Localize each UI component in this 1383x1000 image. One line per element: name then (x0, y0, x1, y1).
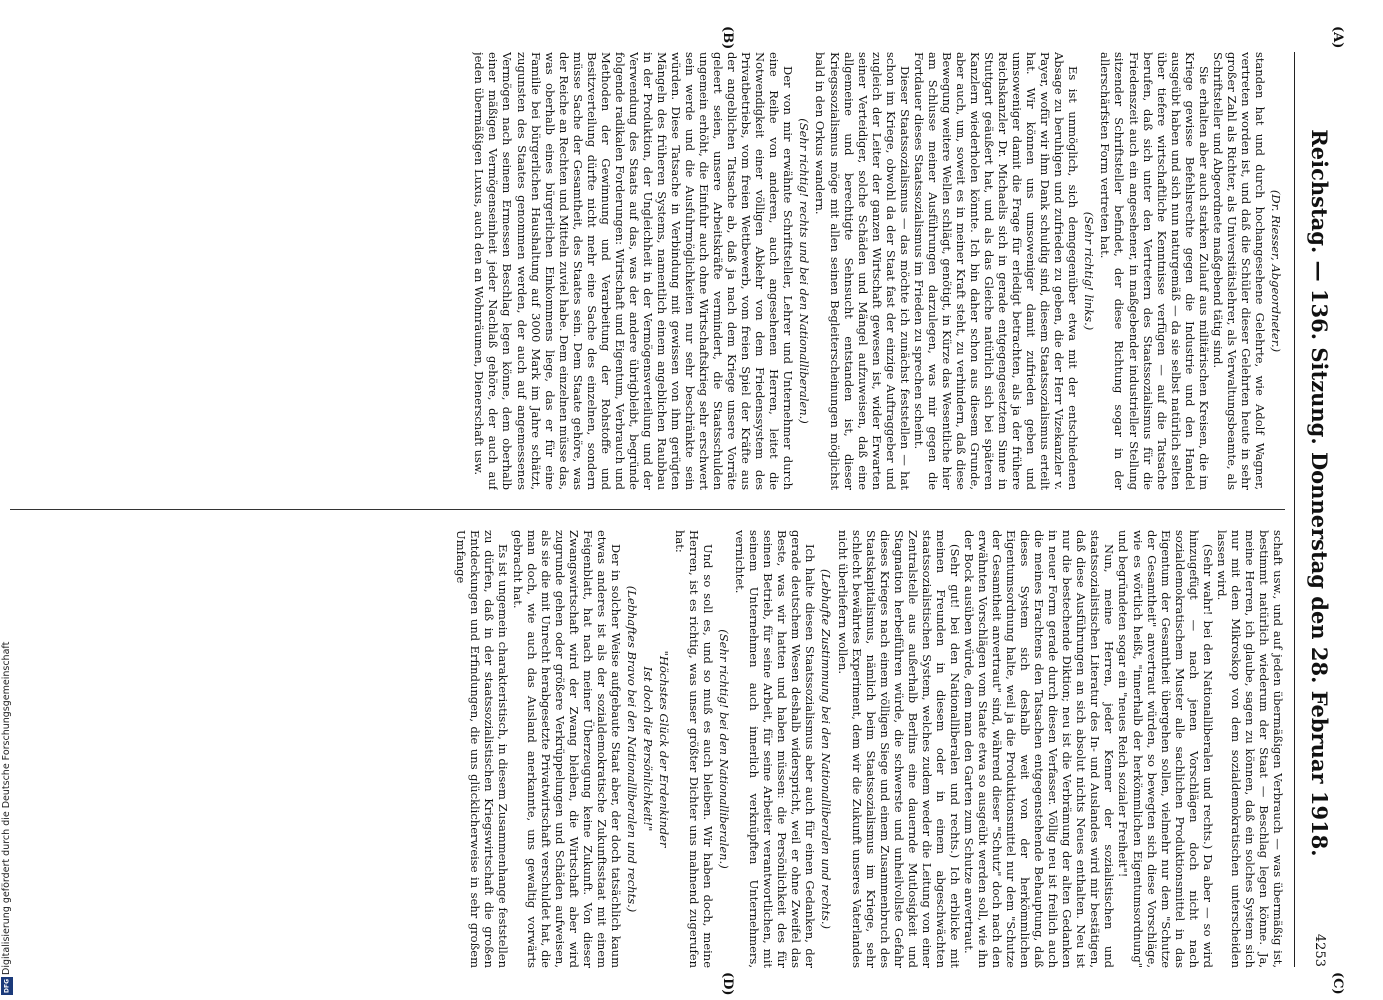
paragraph: (Sehr wahr! bei den Nationalliberalen und rechts.) Da aber — so wird hinzugefügt — nach jenen Vorschlägen doch nicht nach sozialdemokratischem Muster alle sachlichen Produktionsmittel in das Eigentum der Gesamtheit übergehen sollen, vielmehr nur dem "Schutze der Gesamtheit" anvertraut würden, so bewegten sich diese Vorschläge, wie es wörtlich heißt, "innerhalb der herkömmlichen Eigentumsordnung" und begründeten sogar ein "neues Reich sozialer Freiheit"! (1116, 530, 1215, 968)
footer-credit: Digitalisierung gefördert durch die Deutsche Forschungsgemeinschaft (1, 641, 12, 975)
interjection: (Sehr richtig! rechts und bei den Nationalliberalen.) (797, 118, 812, 424)
page-title: Reichstag. — 136. Sitzung. Donnerstag den 28. Februar 1918. (1307, 129, 1333, 857)
interjection: (Sehr richtig! bei den Nationalliberalen.) (717, 629, 732, 869)
paragraph: Der von mir erwähnte Schriftsteller, Lehrer und Unternehmer durch eine Reihe von anderen, auch angesehenen Herren, leitet die Notwendigkeit einer völligen Abkehr von dem Friedenssystem des Privatbetriebs, vom freien Wettbewerb, vom freien Spiel der Kräfte aus der angeblichen Tatsache ab, daß ja nach dem Kriege unsere Vorräte geleert seien, unsere Arbeitskräfte vermindert, die Staatsschulden ungemein erhöht, die Einfuhr auch ohne Wirtschaftskrieg sehr erschwert sein werde und die Ausfuhrmöglichkeiten nur sehr beschränkte sein würden. Diese Tatsache in Verbindung mit gewissen von ihm gerügten Mängeln des früheren Systems, namentlich einem angeblichen Raubbau in der Produktion, der Ungleichheit in der Vermögensverteilung und der Verwendung des Staats auf das, was der andere übrigbleibt, begründe folgende radikalen Forderungen: Wirtschaft und Eigentum, Verbrauch und Methoden der Gewinnung und Verarbeitung der Rohstoffe und Besitzverteilung dürfte nicht mehr eine Sache des einzelnen, sondern müsse Sache der Gesamtheit, des Staates sein. Dem Staate gehöre, was der Reiche an Rechten und Mitteln zuviel habe. Dem einzelnen müsse das, was oberhalb eines bürgerlichen Einkommens liege, das er für eine Familie bei bürgerlichen Haushaltung auf 3000 Mark im Jahre schätzt, zugunsten des Staates genommen werden, der auch auf angemessenes Vermögen nach seinem Ermessen Beschlag legen könne, dem oberhalb einer mäßigen Vermögenseinheit jeder Nachlaß gehöre, der auch auf jeden übermäßigen Luxus, auch den an Wohnräumen, Dienerschaft usw. (472, 52, 796, 490)
interjection: (Lebhafte Zustimmung bei den Nationalliberalen und rechts.) (819, 568, 834, 929)
column-divider (10, 509, 1285, 510)
paragraph: Es ist unmöglich, sich demgegenüber etwa mit der entschiedenen Absage zu beruhigen und zufrieden zu geben, die der Herr Vizekanzler v. Payer, wofür wir ihm Dank schuldig sind, diesem Staatssozialismus erteilt hat. Wir können uns umsoweniger damit zufrieden geben und umsoweniger damit die Frage für erledigt betrachten, als ja der frühere Reichskanzler Dr. Michaelis sich in gerade entgegengesetztem Sinne in Stuttgart geäußert hat, und als das Gleiche natürlich sich bei späteren Kanzlern wiederholen könnte. Ich bin daher schon aus diesem Grunde, aber auch, um, soweit es in meiner Kraft steht, zu verhindern, daß diese Bewegung weitere Wellen schlägt, genötigt, in Kürze das Wesentliche hier am Schlusse meiner Ausführungen darzulegen, was mir gegen die Fortdauer dieses Staatssozialismus im Frieden zu sprechen scheint. (911, 52, 1081, 490)
paragraph: Sie erhalten aber auch starken Zulauf aus militärischen Kreisen, die im Kriege gewisse Befehlsrechte gegen die Industrie und den Handel ausgeübt haben und sich nun naturgemäß — da sie selbst natürlich selten über tiefere wirtschaftliche Kenntnisse verfügen — auf die Tatsache berufen, daß sich unter den Vertretern des Staatssozialismus für die Friedenszeit auch ein angesehener, in maßgebender industrieller Stellung sitzender Schriftsteller befindet, der diese Richtung sogar in der allerschärfsten Form vertreten hat. (1098, 52, 1211, 490)
dfg-logo: DFG (1, 977, 13, 995)
margin-marker-b: (B) (720, 26, 735, 50)
paragraph: Es ist ungemein charakteristisch, in diesem Zusammenhange feststellen zu dürfen, daß in der staatssozialistischen Kriegswirtschaft die großen Entdeckungen und Erfindungen, die uns glücklicherweise in sehr großem Umfange (454, 530, 511, 968)
paragraph: Der in solcher Weise aufgebaute Staat aber, der doch tatsächlich kaum etwas anderes ist als der sozialdemokratische Zukunftsstaat mit einem Feigenblatt, hat nach meiner Überzeugung keine Zukunft. Von dieser Zwangswirtschaft wird der Zwang bleiben, die Wirtschaft aber wird zugrunde gehen oder größere Verkrüppelungen und Schäden aufweisen, als sie die mit Unrecht herabgesetzte Privatwirtschaft verschuldet hat, die man doch, wie auch das Ausland anerkannte, uns gewaltig vorwärts gebracht hat. (510, 530, 623, 968)
quote-line: "Höchstes Glück der Erdenkinder (656, 650, 671, 848)
interjection: (Sehr richtig! links.) (1082, 211, 1097, 331)
left-text-column (5, 52, 1285, 490)
page-number: 4253 (1312, 933, 1328, 967)
paragraph: Und so soll es, und so muß es auch bleiben. Wir haben doch, meine Herren, ist es richtig, was unser größter Dichter uns mahnend zugerufen hat: (673, 530, 716, 968)
paragraph: schaft usw., und auf jeden übermäßigen Verbrauch — was übermäßig ist, bestimmt natürlich wiederum der Staat — Beschlag legen könne. Ja, meine Herren, ich glaube, sagen zu können, daß ein solches System sich nur mit dem Mikroskop von dem sozialdemokratischen unterscheiden lassen wird. (1214, 530, 1285, 968)
interjection: (Lebhaftes Bravo bei den Nationalliberalen und rechts.) (624, 585, 639, 913)
margin-marker-c: (C) (1330, 972, 1345, 995)
page-header (1294, 52, 1345, 967)
paragraph: (Sehr gut! bei den Nationalliberalen und rechts.) Ich erblicke mit meinen Freunden in diesem oder in einem abgeschwächten staatssozialistischen System, welches zudem weder die Leitung von einer Zentralstelle aus außerhalb Berlins eine dauernde Mutlosigkeit und Stagnation herbeiführen würde, die schwerste und unheilvollste Gefahr dieses Krieges nach einem völligen Siege und einem Zusammenbruch des Staatskapitalismus, nämlich beim Staatssozialismus im Kriege, sehr schlecht bewährtes Experiment, dem wir die Zukunft unseres Vaterlandes nicht überliefern wollen. (835, 530, 962, 968)
digitization-footer (0, 0, 14, 1000)
paragraph: standen hat und durch hochangesehene Gelehrte, wie Adolf Wagner, vertreten worden ist, und daß die Schüler dieser Gelehrten heute in sehr großer Zahl als Richter, als Universitätslehrer, als Verwaltungsbeamte, als Schriftsteller und Abgeordnete maßgebend tätig sind. (1210, 52, 1267, 490)
margin-marker-a: (A) (1330, 26, 1345, 49)
paragraph: Ich halte diesen Staatssozialismus aber auch für einen Gedanken, der gerade deutschem Wesen deshalb widerspricht, weil er ohne Zweifel das Beste, was wir hatten und haben müssen: die Persönlichkeit des für seinen Betrieb, für seine Arbeit, für seine Arbeiter verantwortlichen, mit seinem Unternehmen auch innerlich verknüpften Unternehmers, vernichtet. (733, 530, 818, 968)
paragraph: Dieser Staatssozialismus — das möchte ich zunächst feststellen — hat schon im Kriege, obwohl da der Staat fast der einzige Auftraggeber und zugleich der Leiter der ganzen Wirtschaft gewesen ist, wider Erwarten seiner Verteidiger, solche Schäden und Mängel aufzuweisen, daß eine allgemeine und berechtigte Sehnsucht entstanden ist, dieser Kriegssozialismus möge mit allen seinen Begleiterscheinungen möglichst bald in den Orkus wandern. (813, 52, 912, 490)
right-text-column (5, 530, 1285, 968)
quote-line: Ist doch die Persönlichkeit!" (640, 666, 655, 832)
margin-marker-d: (D) (720, 972, 735, 996)
speaker-line: (Dr. Riesser, Abgeordneter.) (1269, 189, 1283, 353)
paragraph: Nun, meine Herren, jeder Kenner der sozialistischen und staatssozialistischen Literatur des In- und Auslandes wird mir bestätigen, daß diese Ausführungen an sich absolut nichts Neues enthalten. Neu ist nur die bestechende Diktion; neu ist die Verbrämung der alten Gedanken in neuer Form gerade durch diesen Verfasser. Völlig neu ist freilich auch die meines Erachtens den Tatsachen entgegenstehende Behauptung, daß dieses System sich deshalb weit von der herkömmlichen Eigentumsordnung halte, weil ja die Produktionsmittel nur dem "Schutze der Gesamtheit anvertraut" sind, während dieser "Schutz" doch nach den erwähnten Vorschlägen vom Staate etwa so ausgeübt werden soll, wie ihn der Bock ausüben würde, dem man den Garten zum Schutze anvertraut. (961, 530, 1117, 968)
